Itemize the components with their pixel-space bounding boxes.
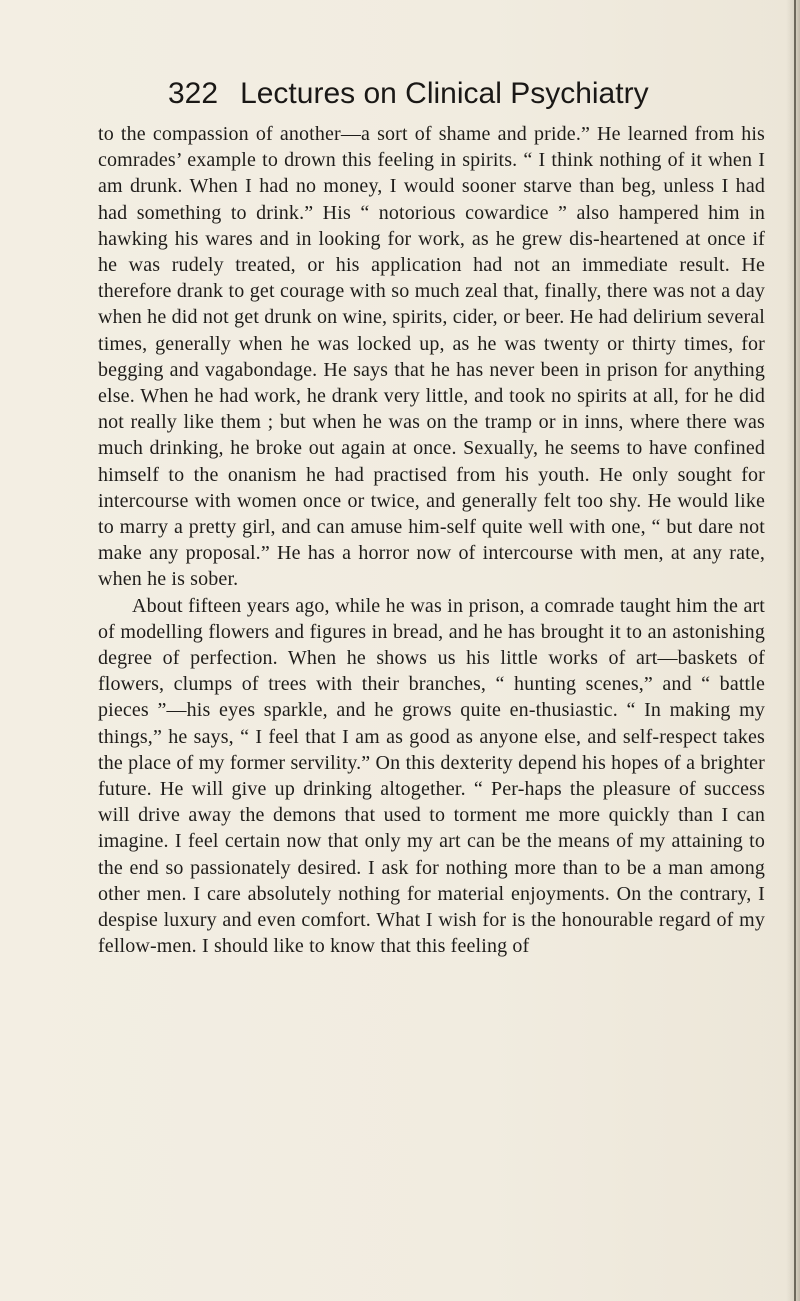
paragraph-continuation: to the compassion of another—a sort of shame and pride.” He learned from his comrades’ example to drown this feeling in spirits. “ I think nothing of it when I am drunk. When I had no money, I would sooner starve than beg, unless I had had something to drink.” His “ notorious cowardice ” also hampered him in hawking his wares and in looking for work, as he grew dis-heartened at once if he was rudely treated, or his application had not an immediate result. He therefore drank to get courage with so much zeal that, finally, there was not a day when he did not get drunk on wine, spirits, cider, or beer. He had delirium several times, generally when he was locked up, as he was twenty or thirty times, for begging and vagabondage. He says that he has never been in prison for anything else. When he had work, he drank very little, and took no spirits at all, for he did not really like them ; but when he was on the tramp or in inns, where there was much drinking, he broke out again at once. Sexually, he seems to have confined himself to the onanism he had practised from his youth. He only sought for intercourse with women once or twice, and generally felt too shy. He would like to marry a pretty girl, and can amuse him-self quite well with one, “ but dare not make any proposal.” He has a horror now of intercourse with men, at any rate, when he is sober. [98,123,765,591]
page-header [168,74,668,118]
page-edge-line [794,0,796,1301]
body-text [98,121,765,960]
running-title: Lectures on Clinical Psychiatry [240,77,649,110]
page-number: 322 [168,77,219,110]
page-edge-shadow [786,0,800,1301]
paragraph-bread-modelling: About fifteen years ago, while he was in prison, a comrade taught him the art of modelling flowers and figures in bread, and he has brought it to an astonishing degree of perfection. When he shows us his little works of art—baskets of flowers, clumps of trees with their branches, “ hunting scenes,” and “ battle pieces ”—his eyes sparkle, and he grows quite en-thusiastic. “ In making my things,” he says, “ I feel that I am as good as anyone else, and self-respect takes the place of my former servility.” On this dexterity depend his hopes of a brighter future. He will give up drinking altogether. “ Per-haps the pleasure of success will drive away the demons that used to torment me more quickly than I can imagine. I feel certain now that only my art can be the means of my attaining to the end so passionately desired. I ask for nothing more than to be a man among other men. I care absolutely nothing for material enjoyments. On the contrary, I despise luxury and even comfort. What I wish for is the honourable regard of my fellow-men. I should like to know that this feeling of [98,594,765,958]
